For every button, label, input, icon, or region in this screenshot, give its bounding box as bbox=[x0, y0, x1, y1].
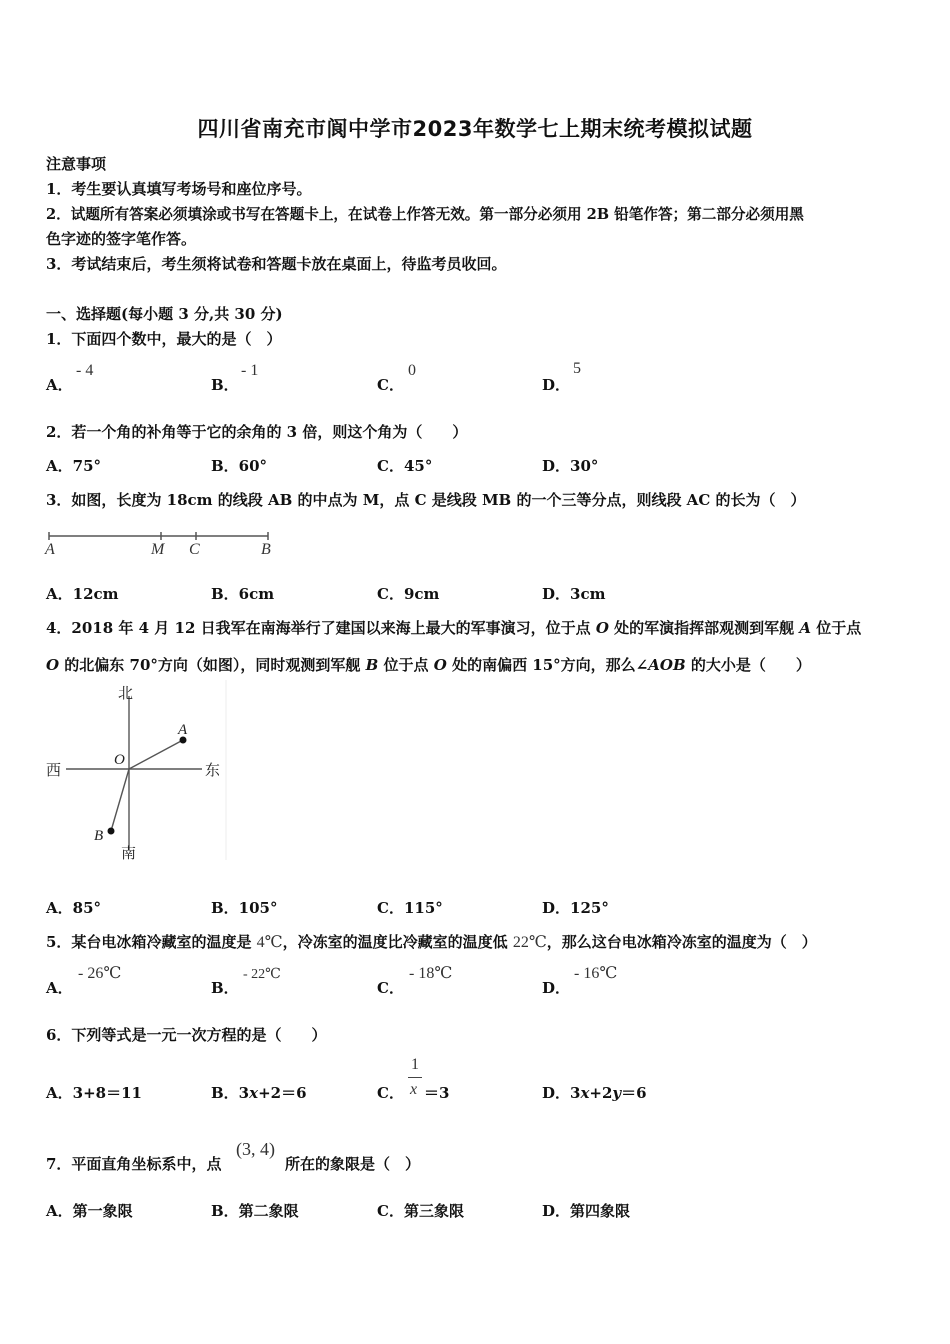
q1-option-b[interactable]: B． bbox=[211, 376, 239, 394]
q7-stem-part1: 7．平面直角坐标系中，点 bbox=[46, 1155, 222, 1173]
q5-option-c[interactable]: C． bbox=[377, 979, 404, 997]
q7-option-c[interactable]: C．第三象限 bbox=[377, 1202, 464, 1220]
q7-option-d[interactable]: D．第四象限 bbox=[542, 1202, 631, 1220]
segment-label-m: M bbox=[151, 541, 165, 558]
q1-stem: 1．下面四个数中，最大的是（ ） bbox=[46, 330, 282, 348]
q2-stem: 2．若一个角的补角等于它的余角的 3 倍，则这个角为（ ） bbox=[46, 423, 468, 441]
q4-stem-line2: O 的北偏东 70°方向（如图），同时观测到军舰 B 位于点 O 处的南偏西 15°方向，那么∠AOB 的大小是（ ） bbox=[46, 656, 811, 674]
q3-option-c[interactable]: C．9cm bbox=[377, 585, 440, 603]
note-3: 3．考试结束后，考生须将试卷和答题卡放在桌面上，待监考员收回。 bbox=[46, 255, 507, 273]
q7-option-a[interactable]: A．第一象限 bbox=[46, 1202, 133, 1220]
q6-fraction-numerator: 1 bbox=[411, 1056, 419, 1073]
section-heading: 一、选择题(每小题 3 分,共 30 分) bbox=[46, 305, 283, 323]
compass-south-label: 南 bbox=[121, 844, 137, 862]
q4-option-d[interactable]: D．125° bbox=[542, 899, 609, 917]
q6-option-b[interactable]: B．3x+2＝6 bbox=[211, 1084, 307, 1102]
q1-option-a[interactable]: A． bbox=[46, 376, 73, 394]
compass-west-label: 西 bbox=[46, 761, 62, 779]
q4-stem-line1: 4．2018 年 4 月 12 日我军在南海举行了建国以来海上最大的军事演习，位于点 O 处的军演指挥部观测到军舰 A 位于点 bbox=[46, 619, 862, 637]
q5-value-c: - 18℃ bbox=[409, 965, 453, 982]
q1-value-c: 0 bbox=[408, 362, 416, 379]
q5-option-d[interactable]: D． bbox=[542, 979, 571, 997]
q3-option-b[interactable]: B．6cm bbox=[211, 585, 275, 603]
note-2a: 2．试题所有答案必须填涂或书写在答题卡上，在试卷上作答无效。第一部分必须用 2B 铅笔作答；第二部分必须用黑 bbox=[46, 206, 804, 223]
q2-option-a[interactable]: A．75° bbox=[46, 457, 102, 475]
compass-north-label: 北 bbox=[118, 684, 134, 702]
q4-option-c[interactable]: C．115° bbox=[377, 899, 443, 917]
q7-stem-part2: 所在的象限是（ ） bbox=[285, 1155, 421, 1173]
note-1: 1．考生要认真填写考场号和座位序号。 bbox=[46, 180, 312, 198]
q4-option-b[interactable]: B．105° bbox=[211, 899, 278, 917]
q1-option-c[interactable]: C． bbox=[377, 376, 404, 394]
q5-option-b[interactable]: B． bbox=[211, 979, 239, 997]
q6-fraction-bar bbox=[408, 1077, 422, 1078]
compass-origin-label: O bbox=[114, 752, 125, 768]
q6-fraction-denominator: x bbox=[410, 1081, 418, 1098]
q1-option-d[interactable]: D． bbox=[542, 376, 571, 394]
notes-heading: 注意事项 bbox=[46, 155, 107, 173]
q1-value-b: - 1 bbox=[241, 362, 259, 379]
q6-option-a[interactable]: A．3+8＝11 bbox=[46, 1084, 142, 1102]
q6-stem: 6．下列等式是一元一次方程的是（ ） bbox=[46, 1026, 327, 1044]
q5-value-a: - 26℃ bbox=[78, 965, 122, 982]
q4-option-a[interactable]: A．85° bbox=[46, 899, 102, 917]
q2-option-d[interactable]: D．30° bbox=[542, 457, 599, 475]
q5-value-b: - 22℃ bbox=[243, 967, 281, 982]
segment-label-b: B bbox=[261, 541, 271, 558]
q5-option-a[interactable]: A． bbox=[46, 979, 73, 997]
compass-point-a-label: A bbox=[178, 722, 188, 738]
q6-option-c[interactable]: C． bbox=[377, 1084, 404, 1102]
q7-option-b[interactable]: B．第二象限 bbox=[211, 1202, 299, 1220]
q1-value-d: 5 bbox=[573, 360, 581, 377]
q3-option-d[interactable]: D．3cm bbox=[542, 585, 606, 603]
q3-option-a[interactable]: A．12cm bbox=[46, 585, 119, 603]
q2-option-c[interactable]: C．45° bbox=[377, 457, 433, 475]
note-2b: 色字迹的签字笔作答。 bbox=[46, 230, 197, 248]
segment-label-c: C bbox=[189, 541, 200, 558]
q3-stem: 3．如图，长度为 18cm 的线段 AB 的中点为 M，点 C 是线段 MB 的一个三等分点，则线段 AC 的长为（ ） bbox=[46, 491, 806, 509]
page-title: 四川省南充市阆中学市2023年数学七上期末统考模拟试题 bbox=[197, 117, 753, 141]
q6-option-c-rest: ＝3 bbox=[424, 1084, 450, 1102]
q6-option-d[interactable]: D．3x+2y＝6 bbox=[542, 1084, 647, 1102]
q2-option-b[interactable]: B．60° bbox=[211, 457, 268, 475]
compass-point-b-label: B bbox=[94, 828, 104, 844]
segment-label-a: A bbox=[45, 541, 55, 558]
q7-point: (3, 4) bbox=[236, 1139, 275, 1159]
compass-east-label: 东 bbox=[205, 761, 221, 779]
q5-value-d: - 16℃ bbox=[574, 965, 618, 982]
q5-stem: 5．某台电冰箱冷藏室的温度是 4℃，冷冻室的温度比冷藏室的温度低 22℃，那么这台电冰箱冷冻室的温度为（ ） bbox=[46, 933, 817, 951]
q1-value-a: - 4 bbox=[76, 362, 94, 379]
